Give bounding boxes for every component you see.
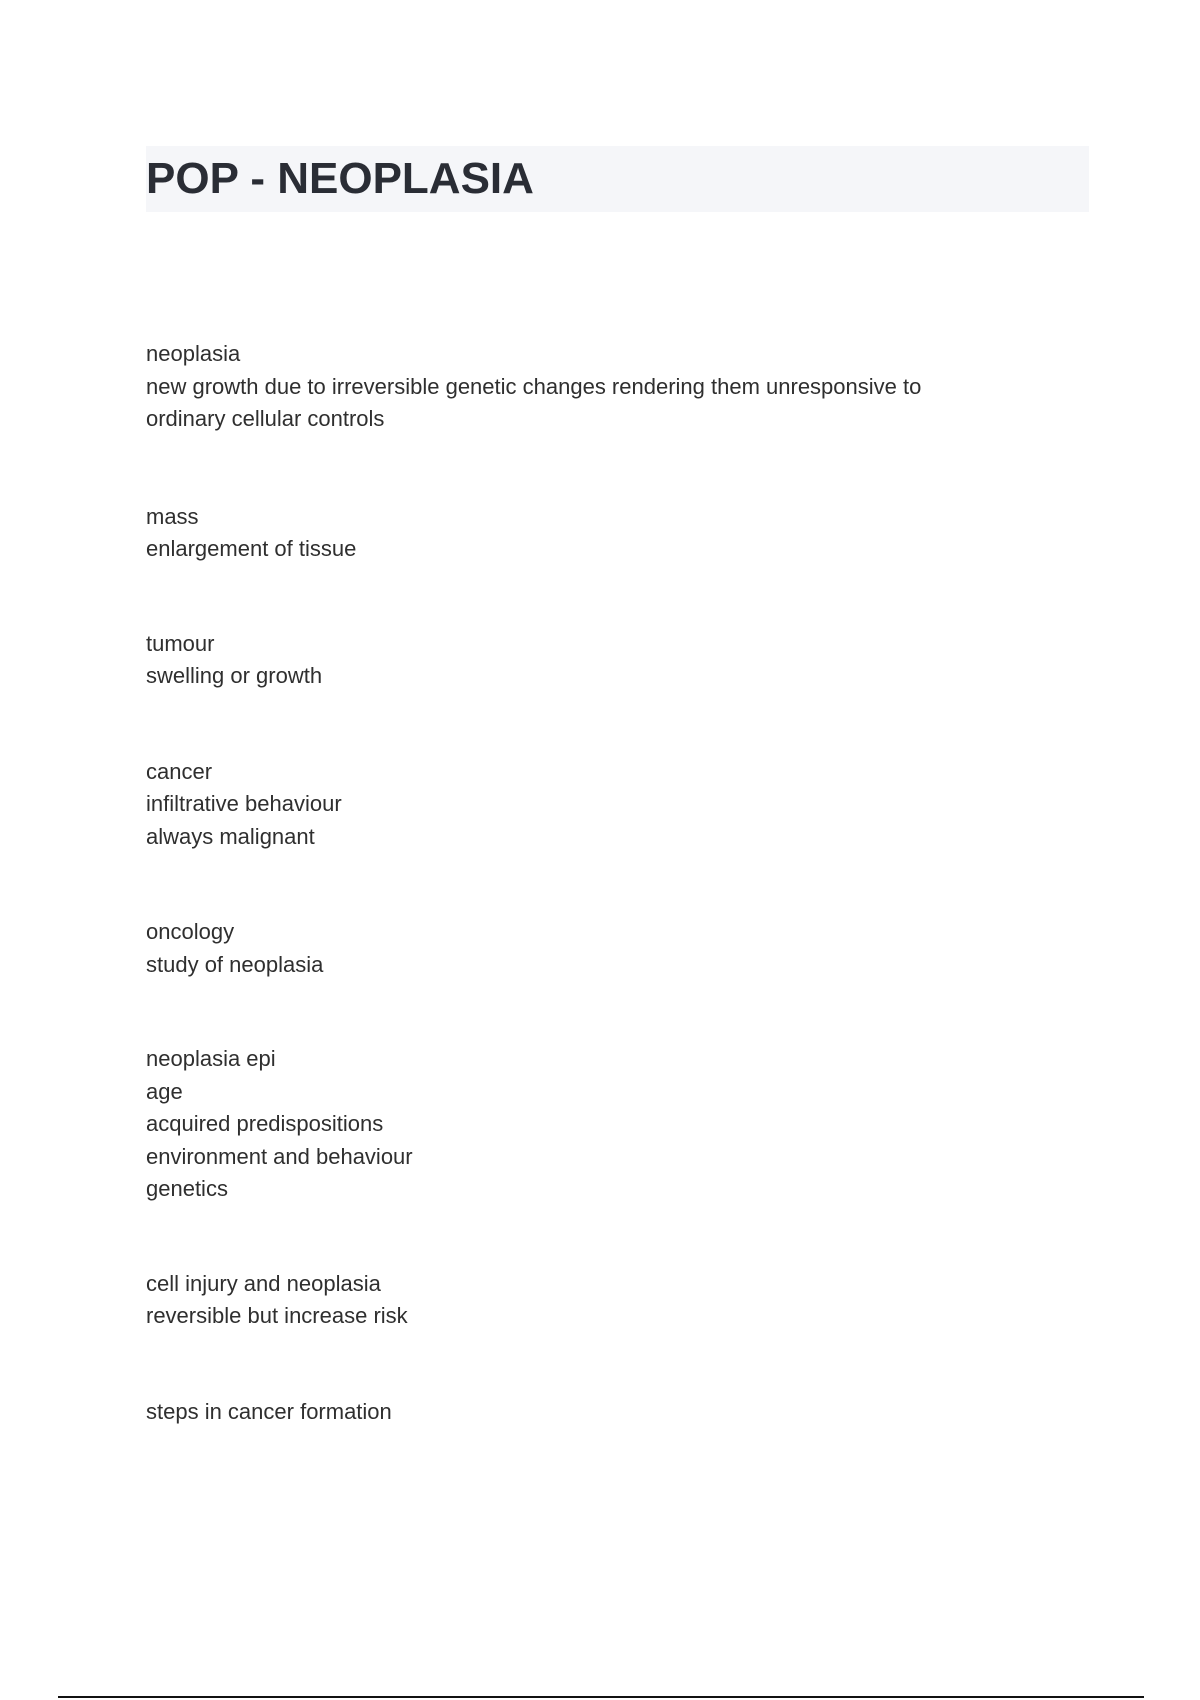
card-cell-injury-and-neoplasia (146, 1268, 1066, 1333)
card-mass (146, 501, 1066, 566)
card-definition-line: genetics (146, 1176, 228, 1201)
title-banner (146, 146, 1089, 212)
card-definition-line: ordinary cellular controls (146, 406, 385, 431)
card-definition-line: swelling or growth (146, 663, 323, 688)
card-definition-line: new growth due to irreversible genetic changes rendering them unresponsive to (146, 373, 922, 399)
card-definition-line: age (146, 1078, 183, 1104)
card-term: neoplasia (146, 341, 241, 366)
card-neoplasia-epi (146, 1043, 1066, 1206)
card-definition-line: environment and behaviour (146, 1143, 413, 1169)
card-term: oncology (146, 919, 235, 944)
card-steps-in-cancer-formation (146, 1396, 1066, 1429)
card-oncology (146, 916, 1066, 981)
card-term: cancer (146, 758, 213, 784)
page-bottom-divider (58, 1696, 1144, 1698)
card-definition-line: study of neoplasia (146, 951, 324, 977)
card-cancer (146, 756, 1066, 854)
card-term: tumour (146, 630, 215, 656)
card-definition-line: reversible but increase risk (146, 1303, 408, 1328)
card-definition-line: acquired predispositions (146, 1111, 384, 1136)
card-term: cell injury and neoplasia (146, 1270, 381, 1296)
card-definition-line: always malignant (146, 823, 315, 849)
flashcard-list (146, 338, 1066, 1428)
card-term: steps in cancer formation (146, 1398, 392, 1424)
card-term: neoplasia epi (146, 1046, 276, 1071)
card-definition-line: enlargement of tissue (146, 536, 357, 561)
card-tumour (146, 628, 1066, 693)
card-neoplasia (146, 338, 1066, 436)
page-title: POP - NEOPLASIA (146, 154, 534, 203)
card-term: mass (146, 503, 199, 529)
card-definition-line: infiltrative behaviour (146, 791, 342, 816)
